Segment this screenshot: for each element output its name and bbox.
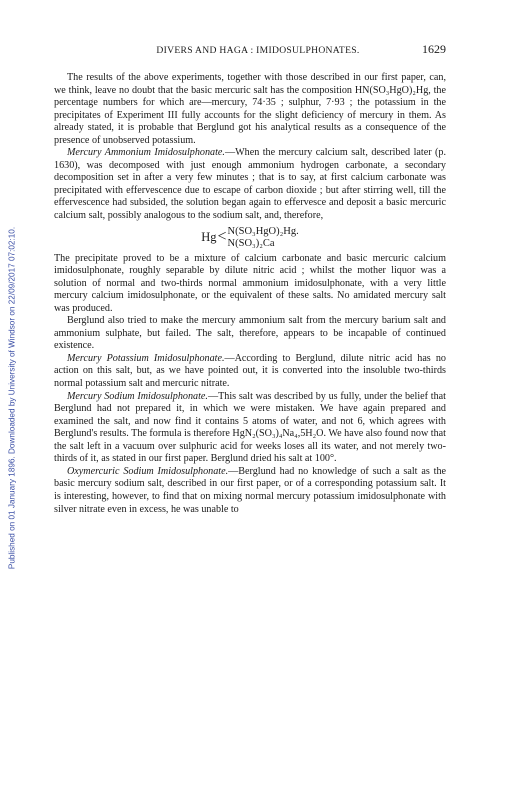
paragraph-mercury-sodium-text: —This salt was described by us fully, under the belief that Berglund had not prepared it, in which we were mistaken. We have again prepared and examined the salt, and now find it contains 5 atoms of water, and not 6, which agrees with Berglund's results. The formula is therefore HgN₂(SO₃)₄Na₄,5H₂O. We have also found now that the salt left in a vacuum over sulphuric acid for weeks loses all its water, and not merely two-thirds of it, as stated in our first paper. Berglund dried his salt at 100°. — [54, 390, 446, 465]
page-number: 1629 — [422, 42, 446, 56]
section-title-mercury-sodium: Mercury Sodium Imidosulphonate. — [67, 390, 208, 402]
paragraph-mercury-potassium-text: —According to Berglund, dilute nitric acid has no action on this salt, but, as we have pointed out, it is converted into the insoluble two-thirds normal potassium salt and mercuric nitrate. — [54, 352, 446, 390]
section-title-mercury-potassium: Mercury Potassium Imidosulphonate. — [67, 352, 225, 364]
page-header — [54, 42, 446, 62]
paragraph-berglund-attempt: Berglund also tried to make the mercury ammonium salt from the mercury barium salt and ammonium sulphate, but failed. The salt, therefore, appears to be incapable of continued existence. — [54, 315, 446, 352]
formula-top-line: N(SO₃HgO)₂Hg. — [227, 226, 299, 238]
formula-bracket: < — [217, 228, 227, 246]
paragraph-mercury-sodium — [54, 391, 446, 466]
provenance-watermark: Published on 01 January 1896. Downloaded by University of Windsor on 22/09/2017 07:02:10. — [7, 226, 17, 570]
section-title-mercury-ammonium: Mercury Ammonium Imidosulphonate. — [67, 147, 225, 159]
paragraph-oxymercuric-sodium-text: —Berglund had no knowledge of such a salt as the basic mercury sodium salt, described in our first paper, or of a corresponding potassium salt. It is interesting, however, to find that on mixing normal mercury potassium imidosulphonate with silver nitrate even in excess, he was unable to — [54, 465, 446, 515]
section-title-oxymercuric-sodium: Oxymercuric Sodium Imidosulphonate. — [67, 465, 229, 477]
running-head: DIVERS AND HAGA : IMIDOSULPHONATES. — [156, 45, 360, 56]
chemical-formula — [54, 223, 446, 253]
formula-stack — [228, 226, 299, 249]
journal-page — [54, 42, 446, 516]
paragraph-results: The results of the above experiments, together with those described in our first paper, can, we think, leave no doubt that the basic mercuric salt has the composition HN(SO₃HgO)₂Hg, the percentage numbers for which are—mercury, 74·35 ; sulphur, 7·93 ; the potassium in the precipitates of Experiment III fully accounts for the slight deficiency of mercury in them. As already stated, it is probable that Berglund got his analytical results as a consequence of the presence of unobserved potassium. — [54, 72, 446, 146]
provenance-sidebar — [0, 0, 24, 792]
paragraph-oxymercuric-sodium — [54, 466, 446, 516]
paragraph-mercury-ammonium-text: —When the mercury calcium salt, described later (p. 1630), was decomposed with just enough ammonium hydrogen carbonate, a secondary decomposition set in after a very few minutes ; that is to say, at first calcium carbonate was precipitated with effervescence due to escape of carbon dioxide ; but after stirring well, till the effervescence had subsided, the solution began again to effervesce and deposit a basic mercuric calcium salt, possibly analogous to the sodium salt, and, therefore, — [54, 147, 446, 222]
paragraph-mercury-ammonium — [54, 147, 446, 222]
formula-mercury: Hg — [201, 230, 217, 245]
paragraph-precipitate: The precipitate proved to be a mixture of calcium carbonate and basic mercuric calcium imidosulphonate, roughly separable by dilute nitric acid ; whilst the mother liquor was a solution of normal and two-thirds normal ammonium imidosulphonate, with a very little mercury calcium imidosulphonate, or the equivalent of these salts. No amidated mercury salt was produced. — [54, 252, 446, 314]
article-body — [54, 72, 446, 516]
formula-bottom-line: N(SO₃)₂Ca — [227, 237, 275, 249]
paragraph-mercury-potassium — [54, 353, 446, 391]
